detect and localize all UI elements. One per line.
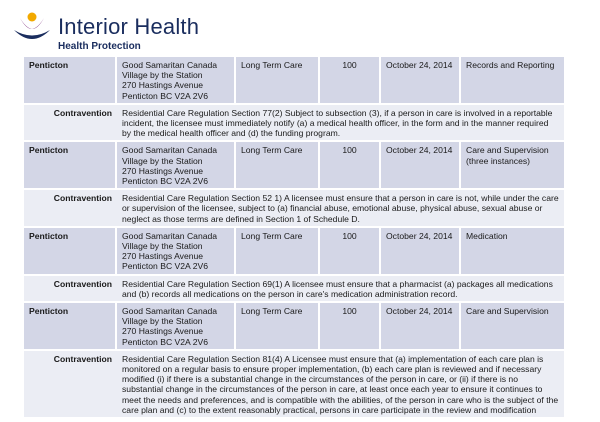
facility-line: Village by the Station (122, 316, 203, 327)
facility-line: Penticton BC V2A 2V6 (122, 261, 208, 272)
facility-row (24, 57, 564, 103)
facility-line: 270 Hastings Avenue (122, 165, 204, 176)
facility-line: Village by the Station (122, 155, 203, 166)
inspection-date-cell: October 24, 2014 (381, 228, 461, 274)
contravention-label: Contravention (24, 190, 117, 226)
category-cell: Medication (461, 228, 564, 274)
facility-row (24, 303, 564, 349)
facility-line: 270 Hastings Avenue (122, 80, 204, 91)
facility-line: 270 Hastings Avenue (122, 251, 204, 262)
records-body (24, 57, 564, 417)
contravention-label: Contravention (24, 105, 117, 141)
facility-line: Good Samaritan Canada (122, 145, 218, 156)
facility-row (24, 142, 564, 188)
facility-line: Village by the Station (122, 241, 203, 252)
inspection-date-cell: October 24, 2014 (381, 57, 461, 103)
facility-line: Penticton BC V2A 2V6 (122, 176, 208, 187)
brand-name: Interior Health (58, 14, 200, 39)
facility-type-cell: Long Term Care (236, 303, 320, 349)
beds-cell: 100 (320, 303, 381, 349)
facility-line: Good Samaritan Canada (122, 230, 218, 241)
facility-line: Village by the Station (122, 70, 203, 81)
facility-cell (117, 303, 236, 349)
facility-line: Good Samaritan Canada (122, 306, 218, 317)
page-header (0, 0, 600, 56)
beds-cell: 100 (320, 142, 381, 188)
contravention-table (24, 55, 564, 419)
category-cell: Records and Reporting (461, 57, 564, 103)
facility-type-cell: Long Term Care (236, 57, 320, 103)
facility-type-cell: Long Term Care (236, 228, 320, 274)
facility-line: Penticton BC V2A 2V6 (122, 90, 208, 101)
contravention-row (24, 105, 564, 141)
contravention-text: Residential Care Regulation Section 52 1) A licensee must ensure that a person in care is not, while under the care or supervision of the licensee, subject to (a) financial abuse, emotional abuse, physical abuse, sexual abuse or neglect as those terms are defined in Section 1 of Schedule D. (117, 190, 564, 226)
category-cell: Care and Supervision (three instances) (461, 142, 564, 188)
facility-row (24, 228, 564, 274)
facility-cell (117, 228, 236, 274)
facility-type-cell: Long Term Care (236, 142, 320, 188)
facility-line: Good Samaritan Canada (122, 60, 218, 70)
facility-line: Penticton BC V2A 2V6 (122, 336, 208, 347)
beds-cell: 100 (320, 228, 381, 274)
interior-health-logo-icon (10, 10, 54, 48)
contravention-row (24, 276, 564, 301)
contravention-row (24, 351, 564, 417)
contravention-text: Residential Care Regulation Section 69(1) A licensee must ensure that a pharmacist (a) packages all medications and (b) records all medications on the person in care's medication administration record. (117, 276, 564, 301)
category-cell: Care and Supervision (461, 303, 564, 349)
contravention-label: Contravention (24, 276, 117, 301)
facility-cell (117, 142, 236, 188)
brand-subtitle: Health Protection (58, 41, 141, 52)
facility-line: 270 Hastings Avenue (122, 326, 204, 337)
city-cell: Penticton (24, 303, 117, 349)
city-cell: Penticton (24, 142, 117, 188)
contravention-row (24, 190, 564, 226)
inspection-date-cell: October 24, 2014 (381, 303, 461, 349)
contravention-text: Residential Care Regulation Section 77(2) Subject to subsection (3), if a person in care is involved in a reportable incident, the licensee must immediately notify (a) a medical health officer, in the form and in the manner required by the medical health officer and (d) the funding program. (117, 105, 564, 141)
contravention-text: Residential Care Regulation Section 81(4) A Licensee must ensure that (a) implementation of each care plan is monitored on a regular basis to ensure proper implementation, (b) each care plan is reviewed and if necessary modified (i) if there is a substantial change in the circumstances of the person in care, or (ii) if there is no substantial change in the circumstances of the person in care, at least once each year to ensure it continues to meet the needs and preferences, and is compatible with the abilities, of the person in care who is the subject of the care plan and (c) to the extent reasonably practical, persons in care participate in the review and modification (117, 351, 564, 417)
facility-cell (117, 57, 236, 103)
contravention-label: Contravention (24, 351, 117, 417)
inspection-date-cell: October 24, 2014 (381, 142, 461, 188)
beds-cell: 100 (320, 57, 381, 103)
city-cell: Penticton (24, 228, 117, 274)
city-cell: Penticton (24, 57, 117, 103)
